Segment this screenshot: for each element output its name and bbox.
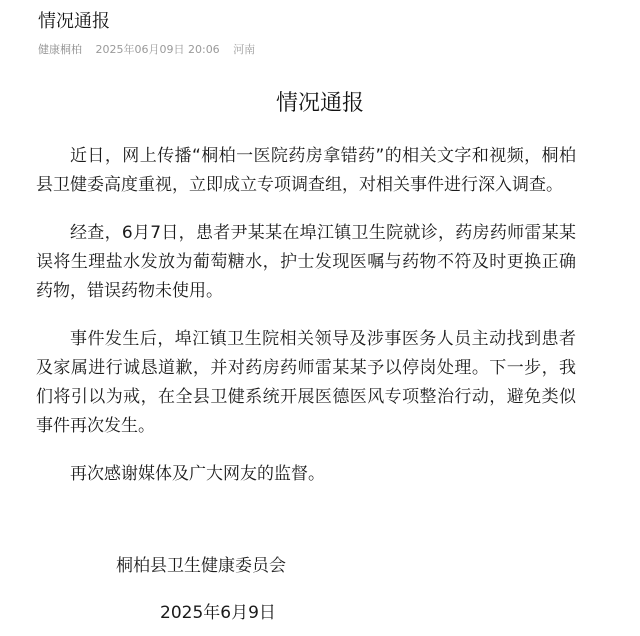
publish-datetime: 2025年06月09日 20:06 — [95, 43, 220, 56]
notice-paragraph-3: 事件发生后，埠江镇卫生院相关领导及涉事医务人员主动找到患者及家属进行诚恳道歉，并对药房药师雷某某予以停岗处理。下一步，我们将引以为戒，在全县卫健系统开展医德医风专项整治行动，避免类似事件再次发生。 — [36, 329, 576, 436]
notice-paragraph-1: 近日，网上传播“桐柏一医院药房拿错药”的相关文字和视频，桐柏县卫健委高度重视，立即成立专项调查组，对相关事件进行深入调查。 — [36, 146, 576, 195]
publish-location: 河南 — [233, 43, 256, 56]
notice-paragraph-4: 再次感谢媒体及广大网友的监督。 — [70, 464, 325, 484]
notice-body — [36, 142, 576, 508]
source-link[interactable]: 健康桐柏 — [38, 43, 82, 56]
signature-date: 2025年6月9日 — [160, 603, 276, 623]
article-title: 情况通报 — [38, 11, 110, 32]
notice-title: 情况通报 — [275, 91, 364, 116]
notice-paragraph-2: 经查，6月7日，患者尹某某在埠江镇卫生院就诊，药房药师雷某某误将生理盐水发放为葡萄糖水，护士发现医嘱与药物不符及时更换正确药物，错误药物未使用。 — [36, 223, 576, 301]
article-meta — [38, 42, 255, 58]
signature-organization: 桐柏县卫生健康委员会 — [116, 556, 286, 576]
